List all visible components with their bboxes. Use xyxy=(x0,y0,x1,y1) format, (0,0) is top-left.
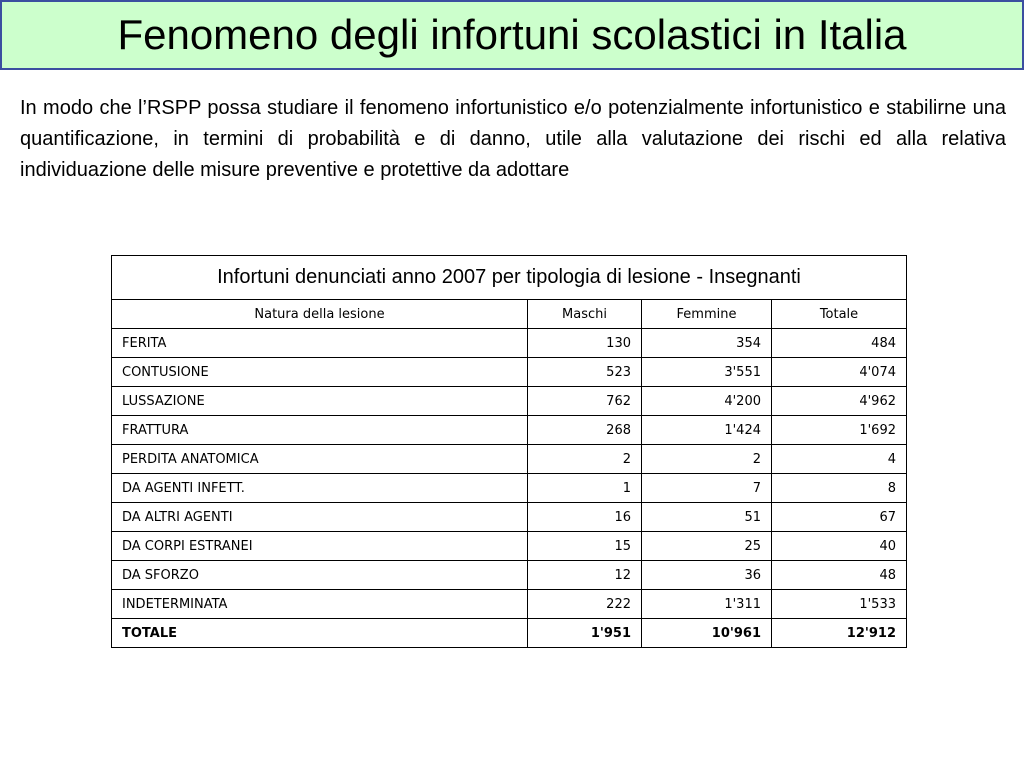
cell-maschi: 222 xyxy=(528,590,642,619)
table-caption: Infortuni denunciati anno 2007 per tipologia di lesione - Insegnanti xyxy=(112,256,907,300)
cell-femmine: 2 xyxy=(642,445,772,474)
table-row xyxy=(112,358,907,387)
cell-totale: 40 xyxy=(772,532,907,561)
cell-totale: 484 xyxy=(772,329,907,358)
table-row xyxy=(112,329,907,358)
cell-natura: PERDITA ANATOMICA xyxy=(112,445,528,474)
cell-totale: 1'533 xyxy=(772,590,907,619)
cell-natura: LUSSAZIONE xyxy=(112,387,528,416)
cell-totale: 4'074 xyxy=(772,358,907,387)
cell-maschi: 523 xyxy=(528,358,642,387)
cell-maschi: 12 xyxy=(528,561,642,590)
cell-femmine: 25 xyxy=(642,532,772,561)
cell-femmine: 51 xyxy=(642,503,772,532)
table-row xyxy=(112,561,907,590)
title-banner xyxy=(0,0,1024,70)
header-natura: Natura della lesione xyxy=(112,300,528,329)
cell-femmine: 354 xyxy=(642,329,772,358)
header-maschi: Maschi xyxy=(528,300,642,329)
total-label: TOTALE xyxy=(112,619,528,648)
cell-femmine: 3'551 xyxy=(642,358,772,387)
cell-totale: 4 xyxy=(772,445,907,474)
cell-totale: 1'692 xyxy=(772,416,907,445)
cell-natura: FERITA xyxy=(112,329,528,358)
cell-totale: 8 xyxy=(772,474,907,503)
cell-femmine: 36 xyxy=(642,561,772,590)
table-row xyxy=(112,503,907,532)
cell-totale: 4'962 xyxy=(772,387,907,416)
intro-paragraph: In modo che l’RSPP possa studiare il fenomeno infortunistico e/o potenzialmente infortunistico e stabilirne una quantificazione, in termini di probabilità e di danno, utile alla valutazione dei rischi ed alla relativa individuazione delle misure preventive e protettive da adottare xyxy=(20,97,1006,181)
cell-natura: CONTUSIONE xyxy=(112,358,528,387)
page-title: Fenomeno degli infortuni scolastici in Italia xyxy=(117,11,907,58)
cell-natura: DA SFORZO xyxy=(112,561,528,590)
table-row xyxy=(112,474,907,503)
cell-femmine: 7 xyxy=(642,474,772,503)
cell-natura: DA CORPI ESTRANEI xyxy=(112,532,528,561)
injuries-table xyxy=(111,255,907,648)
total-totale: 12'912 xyxy=(772,619,907,648)
table-row xyxy=(112,387,907,416)
table-row xyxy=(112,532,907,561)
cell-maschi: 268 xyxy=(528,416,642,445)
cell-maschi: 762 xyxy=(528,387,642,416)
cell-maschi: 2 xyxy=(528,445,642,474)
table-header-row xyxy=(112,300,907,329)
header-totale: Totale xyxy=(772,300,907,329)
table-row xyxy=(112,445,907,474)
cell-femmine: 4'200 xyxy=(642,387,772,416)
total-maschi: 1'951 xyxy=(528,619,642,648)
header-femmine: Femmine xyxy=(642,300,772,329)
table-row xyxy=(112,590,907,619)
cell-maschi: 15 xyxy=(528,532,642,561)
cell-totale: 67 xyxy=(772,503,907,532)
table-total-row xyxy=(112,619,907,648)
cell-femmine: 1'311 xyxy=(642,590,772,619)
cell-maschi: 1 xyxy=(528,474,642,503)
table-caption-row xyxy=(112,256,907,300)
cell-natura: DA ALTRI AGENTI xyxy=(112,503,528,532)
table-row xyxy=(112,416,907,445)
cell-maschi: 16 xyxy=(528,503,642,532)
cell-femmine: 1'424 xyxy=(642,416,772,445)
table-body xyxy=(112,329,907,619)
cell-natura: FRATTURA xyxy=(112,416,528,445)
total-femmine: 10'961 xyxy=(642,619,772,648)
cell-totale: 48 xyxy=(772,561,907,590)
cell-natura: DA AGENTI INFETT. xyxy=(112,474,528,503)
cell-natura: INDETERMINATA xyxy=(112,590,528,619)
cell-maschi: 130 xyxy=(528,329,642,358)
